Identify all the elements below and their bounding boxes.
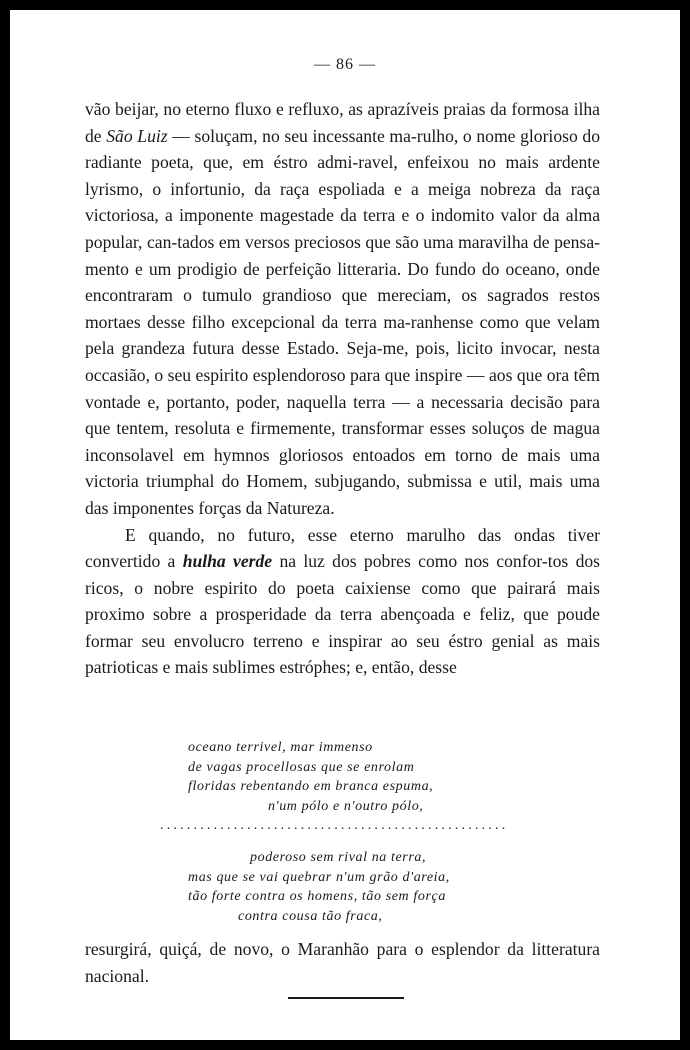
book-page [10, 10, 680, 1040]
verse-line: de vagas procellosas que se enrolam [188, 759, 415, 775]
verse-line: mas que se vai quebrar n'um grão d'areia, [188, 869, 450, 885]
main-text [85, 96, 600, 681]
paragraph-1 [85, 96, 600, 522]
verse-line: tão forte contra os homens, tão sem força [188, 889, 446, 904]
verse-line: oceano terrivel, mar immenso [188, 740, 373, 755]
paragraph-1-place-name: São Luiz [106, 125, 168, 146]
paragraph-1-text-a: vão beijar, no eterno fluxo e refluxo, as aprazíveis praias da formosa ilha de [85, 99, 600, 146]
verse-line: poderoso sem rival na terra, [250, 850, 427, 865]
paragraph-2-text-a: E quando, no futuro, esse eterno marulho das ondas tiver convertido a [85, 524, 600, 572]
page-number: — 86 — [314, 56, 376, 73]
verse-ellipsis: .................................................... [160, 818, 509, 833]
paragraph-1-text-b: — soluçam, no seu incessante ma-rulho, o nome glorioso do radiante poeta, que, em éstro admi-ravel, enfeixou no mais ardente lyrismo, o infortunio, da raça espoliada e a meiga nobreza da raça victoriosa, a imponente magestade da terra e o indomito valor da alma popular, can-tados em versos preciosos que são uma maravilha de pensa-mento e um prodigio de perfeição litteraria. Do fundo do oceano, onde encontraram o tumulo grandioso que mereciam, os sagrados restos mortaes desse filho excepcional da terra ma-ranhense como que velam pela grandeza futura desse Estado. Seja-me, pois, licito invocar, nesta occasião, o seu espirito esplendoroso para que inspire — aos que ora têm vontade e, portanto, poder, naquella terra — a necessaria decisão para que tentem, resoluta e firmemente, transformar esses soluços de magua inconsolavel em hymnos gloriosos entoados em torno de mais uma victoria triumphal do Homem, subjugando, submissa e util, mais uma das imponentes forças da Natureza. [85, 125, 600, 518]
verse-line: contra cousa tão fraca, [238, 908, 383, 924]
closing-paragraph [85, 936, 600, 989]
paragraph-2-text-b: na luz dos pobres como nos confor-tos dos ricos, o nobre espirito do poeta caixiense como que pairará mais proximo sobre a prosperidade da terra abençoada e feliz, que poude formar seu envolucro terreno e inspirar ao seu éstro genial as mais patrioticas e mais sublimes estróphes; e, então, desse [85, 551, 601, 678]
verse-stanza-1 [188, 738, 433, 816]
paragraph-2-italic-term: hulha verde [182, 551, 273, 572]
end-rule [288, 997, 404, 999]
verse-stanza-2 [188, 848, 450, 926]
verse-line: n'um pólo e n'outro pólo, [268, 798, 424, 814]
closing-text: resurgirá, quiçá, de novo, o Maranhão para o esplendor da litteratura nacional. [85, 939, 600, 986]
verse-line: floridas rebentando em branca espuma, [188, 779, 434, 794]
paragraph-2 [85, 522, 600, 682]
